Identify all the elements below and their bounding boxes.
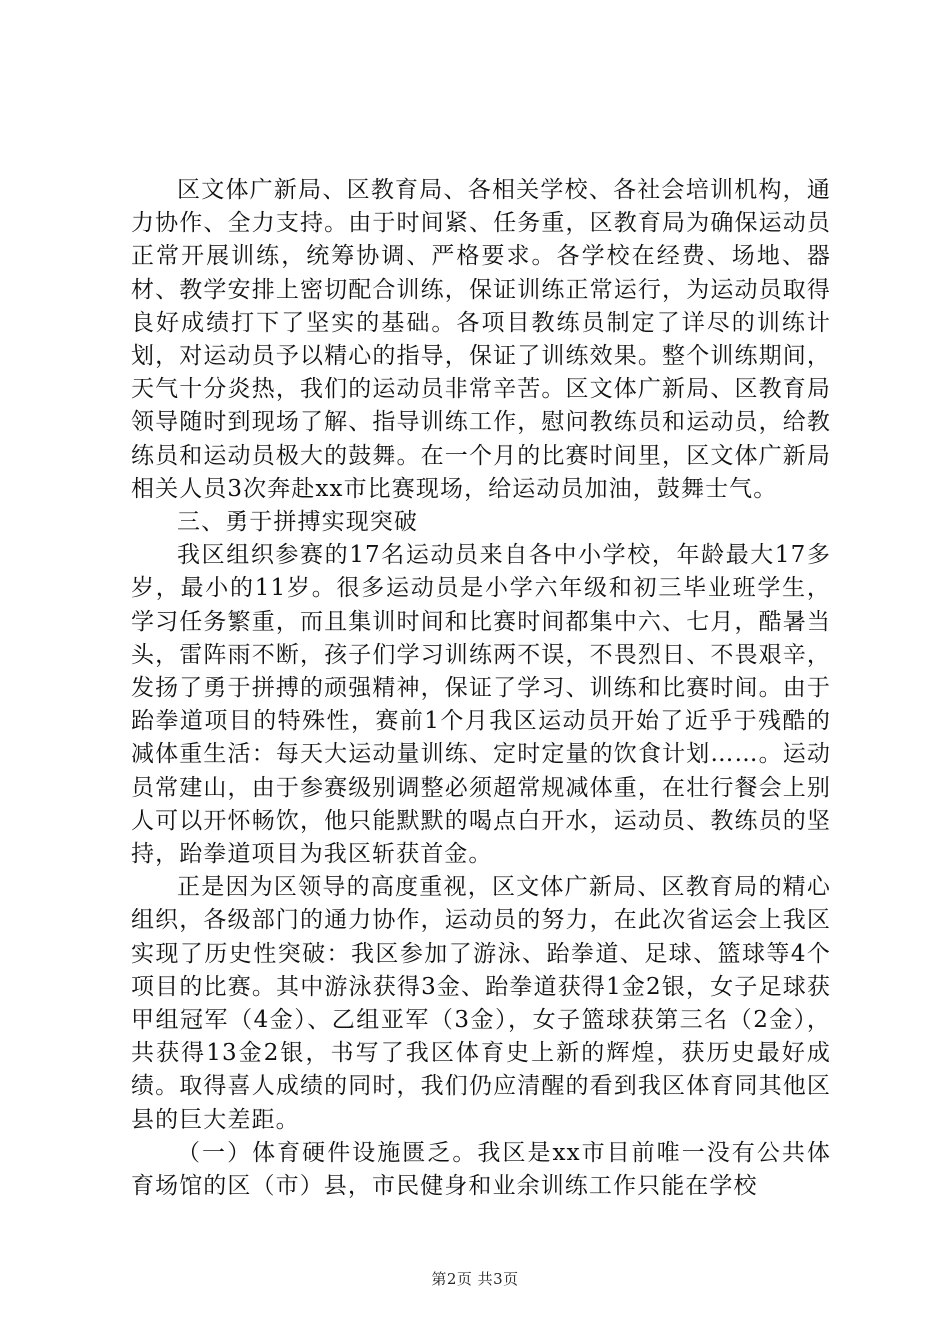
paragraph-athletes: 我区组织参赛的17名运动员来自各中小学校，年龄最大17多岁，最小的11岁。很多运动员是小学六年级和初三毕业班学生，学习任务繁重，而且集训时间和比赛时间都集中六、七月，酷暑当头，雷阵雨不断，孩子们学习训练两不误，不畏烈日、不畏艰辛，发扬了勇于拼搏的顽强精神，保证了学习、训练和比赛时间。由于跆拳道项目的特殊性，赛前1个月我区运动员开始了近乎于残酷的减体重生活：每天大运动量训练、定时定量的饮食计划……。运动员常建山，由于参赛级别调整必须超常规减体重，在壮行餐会上别人可以开怀畅饮，他只能默默的喝点白开水，运动员、教练员的坚持，跆拳道项目为我区斩获首金。 bbox=[131, 542, 831, 868]
document-body bbox=[131, 174, 831, 1203]
paragraph-support: 区文体广新局、区教育局、各相关学校、各社会培训机构，通力协作、全力支持。由于时间紧、任务重，区教育局为确保运动员正常开展训练，统筹协调、严格要求。各学校在经费、场地、器材、教学安排上密切配合训练，保证训练正常运行，为运动员取得良好成绩打下了坚实的基础。各项目教练员制定了详尽的训练计划，对运动员予以精心的指导，保证了训练效果。整个训练期间，天气十分炎热，我们的运动员非常辛苦。区文体广新局、区教育局领导随时到现场了解、指导训练工作，慰问教练员和运动员，给教练员和运动员极大的鼓舞。在一个月的比赛时间里，区文体广新局相关人员3次奔赴xx市比赛现场，给运动员加油，鼓舞士气。 bbox=[131, 177, 831, 502]
paragraph-achievements: 正是因为区领导的高度重视，区文体广新局、区教育局的精心组织，各级部门的通力协作，运动员的努力，在此次省运会上我区实现了历史性突破：我区参加了游泳、跆拳道、足球、篮球等4个项目的比赛。其中游泳获得3金、跆拳道获得1金2银，女子足球获甲组冠军（4金）、乙组亚军（3金），女子篮球获第三名（2金），共获得13金2银，书写了我区体育史上新的辉煌，获历史最好成绩。取得喜人成绩的同时，我们仍应清醒的看到我区体育同其他区县的巨大差距。 bbox=[131, 874, 831, 1133]
paragraph-facilities: （一）体育硬件设施匮乏。我区是xx市目前唯一没有公共体育场馆的区（市）县，市民健身和业余训练工作只能在学校 bbox=[131, 1139, 831, 1200]
page-footer: 第2页 共3页 bbox=[431, 1270, 519, 1288]
section-heading-3: 三、勇于拼搏实现突破 bbox=[177, 509, 418, 536]
